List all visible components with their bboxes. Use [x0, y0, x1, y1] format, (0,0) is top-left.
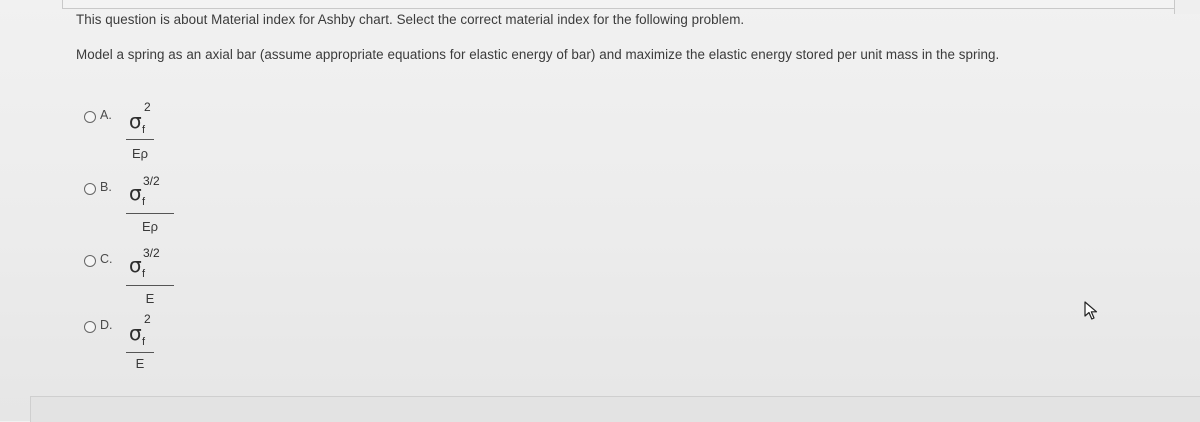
denominator: E [145, 291, 155, 306]
option-letter: C. [100, 252, 113, 266]
denominator: Eρ [131, 146, 149, 161]
radio-button-a[interactable] [84, 111, 96, 123]
fraction-bar [126, 139, 154, 140]
subscript: f [142, 268, 146, 280]
fraction-bar [126, 352, 154, 353]
subscript: f [142, 124, 146, 136]
superscript: 3/2 [143, 246, 160, 260]
sigma-symbol: σ [129, 321, 142, 345]
radio-button-b[interactable] [84, 183, 96, 195]
denominator: Eρ [141, 219, 159, 234]
superscript: 2 [144, 312, 151, 326]
sigma-symbol: σ [129, 109, 142, 133]
mouse-cursor-icon [1083, 301, 1101, 321]
option-b[interactable] [84, 174, 204, 250]
sigma-symbol: σ [129, 181, 142, 205]
option-letter: D. [100, 318, 113, 332]
option-letter: B. [100, 180, 112, 194]
superscript: 2 [144, 100, 151, 114]
question-text-line1: This question is about Material index for Ashby chart. Select the correct material index for the following problem. [76, 12, 745, 27]
subscript: f [142, 196, 146, 208]
sigma-symbol: σ [129, 253, 142, 277]
fraction-bar [126, 285, 174, 286]
panel-edge [1174, 0, 1200, 14]
radio-button-d[interactable] [84, 321, 96, 333]
option-letter: A. [100, 108, 112, 122]
superscript: 3/2 [143, 174, 160, 188]
fraction-bar [126, 213, 174, 214]
question-text-line2: Model a spring as an axial bar (assume appropriate equations for elastic energy of bar) and maximize the elastic energy stored per unit mass in the spring. [76, 47, 1000, 62]
option-a[interactable] [84, 100, 204, 178]
radio-button-c[interactable] [84, 255, 96, 267]
header-box [62, 0, 1176, 9]
denominator: E [135, 356, 145, 371]
bottom-frame [30, 396, 1200, 422]
option-d[interactable] [84, 312, 204, 388]
subscript: f [142, 336, 146, 348]
